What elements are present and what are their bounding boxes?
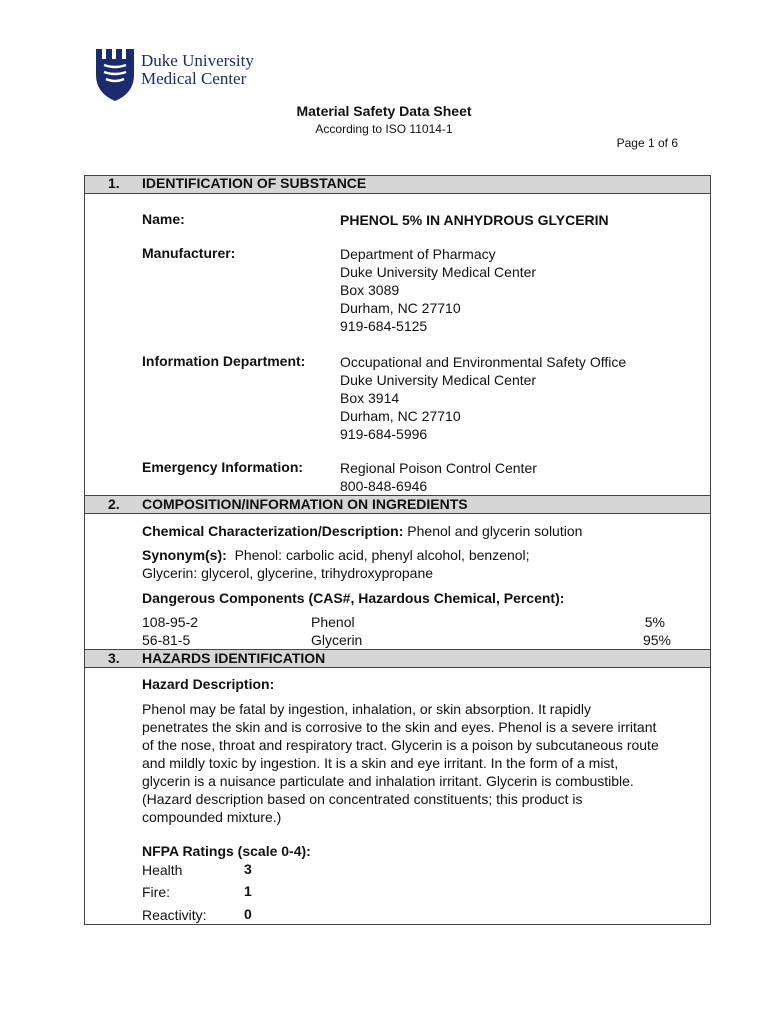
hazard-description-label: Hazard Description: bbox=[142, 676, 275, 692]
logo-wordmark bbox=[141, 52, 254, 88]
logo-line-1: Duke University bbox=[141, 51, 254, 70]
section-1-number: 1. bbox=[108, 175, 120, 191]
hazard-line: compounded mixture.) bbox=[142, 809, 282, 825]
hazard-description-text bbox=[142, 700, 707, 826]
emergency-information-label: Emergency Information: bbox=[142, 459, 304, 475]
address-line: Duke University Medical Center bbox=[340, 372, 537, 388]
information-department-address bbox=[340, 353, 626, 443]
synonyms-value: Phenol: carbolic acid, phenyl alcohol, benzenol; bbox=[226, 547, 530, 563]
address-line: Box 3914 bbox=[340, 390, 400, 406]
nfpa-ratings-label: NFPA Ratings (scale 0-4): bbox=[142, 843, 311, 859]
component-percent: 95% bbox=[642, 632, 671, 648]
hazard-line: and mildly toxic by ingestion. It is a skin and eye irritant. In the form of a mist, bbox=[142, 755, 619, 771]
hazard-line: penetrates the skin and is corrosive to the skin and eyes. Phenol is a severe irritant bbox=[142, 719, 657, 735]
hazard-line: glycerin is a nuisance particulate and inhalation irritant. Glycerin is combustible. bbox=[142, 773, 634, 789]
emergency-line: 800-848-6946 bbox=[340, 478, 428, 494]
information-department-label: Information Department: bbox=[142, 353, 306, 369]
section-3-title: HAZARDS IDENTIFICATION bbox=[142, 650, 326, 666]
document-title: Material Safety Data Sheet bbox=[296, 103, 472, 119]
address-line: Duke University Medical Center bbox=[340, 264, 537, 280]
chemical-characterization-value: Phenol and glycerin solution bbox=[403, 523, 583, 539]
dangerous-components-label: Dangerous Components (CAS#, Hazardous Chemical, Percent): bbox=[142, 590, 565, 606]
document-subtitle: According to ISO 11014-1 bbox=[315, 122, 453, 136]
nfpa-reactivity-label: Reactivity: bbox=[142, 907, 207, 923]
address-line: Box 3089 bbox=[340, 282, 400, 298]
section-3-number: 3. bbox=[108, 650, 120, 666]
component-cas: 56-81-5 bbox=[142, 632, 191, 648]
nfpa-fire-label: Fire: bbox=[142, 884, 170, 900]
component-cas: 108-95-2 bbox=[142, 614, 199, 630]
nfpa-health-label: Health bbox=[142, 862, 183, 878]
logo-line-2: Medical Center bbox=[141, 69, 247, 88]
hazard-line: Phenol may be fatal by ingestion, inhalation, or skin absorption. It rapidly bbox=[142, 701, 592, 717]
manufacturer-label: Manufacturer: bbox=[142, 245, 236, 261]
manufacturer-address bbox=[340, 245, 536, 335]
hazard-line: of the nose, throat and respiratory tract. Glycerin is a poison by subcutaneous route bbox=[142, 737, 659, 753]
nfpa-fire-value: 1 bbox=[244, 883, 252, 899]
page-number: Page 1 of 6 bbox=[616, 136, 678, 150]
substance-name: PHENOL 5% IN ANHYDROUS GLYCERIN bbox=[340, 212, 609, 228]
nfpa-reactivity-value: 0 bbox=[244, 906, 252, 922]
address-line: 919-684-5125 bbox=[340, 318, 428, 334]
address-line: Occupational and Environmental Safety Office bbox=[340, 354, 627, 370]
synonyms bbox=[142, 546, 530, 564]
emergency-line: Regional Poison Control Center bbox=[340, 460, 537, 476]
address-line: Durham, NC 27710 bbox=[340, 300, 461, 316]
component-name: Glycerin bbox=[311, 632, 363, 648]
name-label: Name: bbox=[142, 211, 185, 227]
chemical-characterization-label: Chemical Characterization/Description: bbox=[142, 523, 404, 539]
component-percent: 5% bbox=[644, 614, 665, 630]
address-line: Durham, NC 27710 bbox=[340, 408, 461, 424]
address-line: 919-684-5996 bbox=[340, 426, 428, 442]
address-line: Department of Pharmacy bbox=[340, 246, 496, 262]
emergency-contact bbox=[340, 459, 537, 495]
nfpa-health-value: 3 bbox=[244, 861, 252, 877]
hazard-line: (Hazard description based on concentrated constituents; this product is bbox=[142, 791, 583, 807]
synonyms-label: Synonym(s): bbox=[142, 547, 227, 563]
component-name: Phenol bbox=[311, 614, 355, 630]
section-2-number: 2. bbox=[108, 496, 120, 512]
chemical-characterization bbox=[142, 522, 582, 540]
synonyms-line-2: Glycerin: glycerol, glycerine, trihydroxypropane bbox=[142, 565, 434, 581]
section-2-title: COMPOSITION/INFORMATION ON INGREDIENTS bbox=[142, 496, 468, 512]
section-1-title: IDENTIFICATION OF SUBSTANCE bbox=[142, 175, 367, 191]
